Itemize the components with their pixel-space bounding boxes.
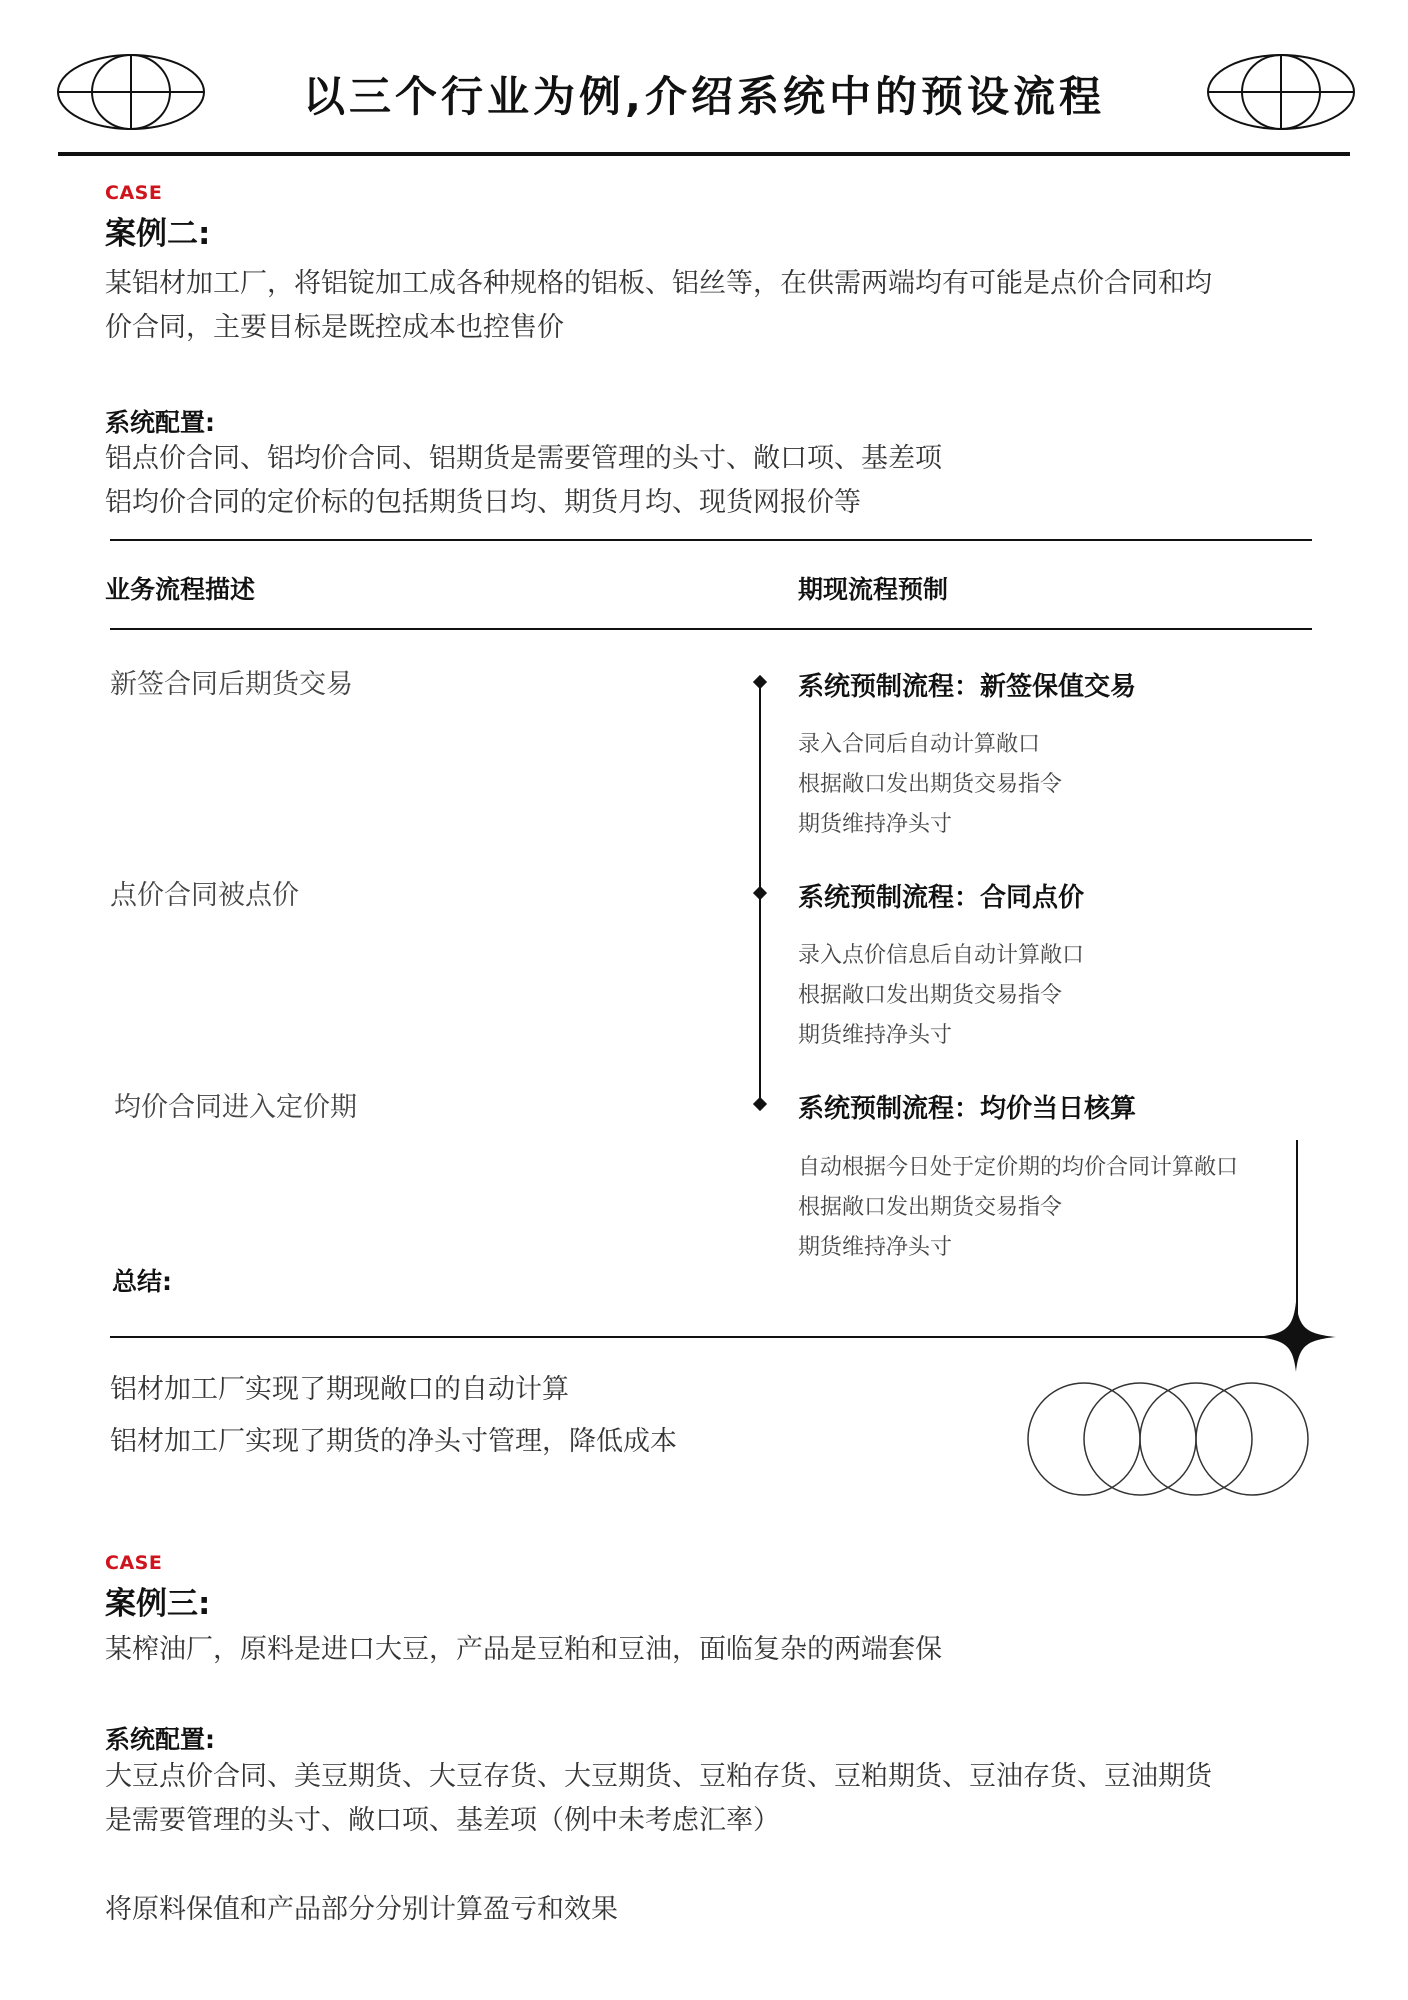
column-header-right: 期现流程预制 (798, 575, 949, 604)
config-heading: 系统配置: (105, 1725, 215, 1754)
step-detail-line: 自动根据今日处于定价期的均价合同计算敞口 (798, 1155, 1239, 1180)
config-line: 大豆点价合同、美豆期货、大豆存货、大豆期货、豆粕存货、豆粕期货、豆油存货、豆油期货 (105, 1761, 1212, 1792)
summary-rule (110, 1336, 1290, 1338)
sparkle-icon (1256, 1302, 1336, 1372)
step-detail (798, 936, 1084, 1056)
case-tag: CASE (105, 182, 163, 204)
table-header-rule (110, 628, 1312, 630)
step-detail-line: 期货维持净头寸 (798, 1235, 953, 1260)
config-text (105, 1755, 1212, 1843)
step-detail (798, 725, 1062, 845)
step-detail-line: 期货维持净头寸 (798, 812, 953, 837)
step-detail-line: 根据敞口发出期货交易指令 (798, 983, 1063, 1008)
closing-text: 将原料保值和产品部分分别计算盈亏和效果 (105, 1894, 618, 1925)
case-title: 案例二: (105, 216, 211, 252)
timeline-line (1296, 1140, 1298, 1320)
step-detail-line: 根据敞口发出期货交易指令 (798, 1195, 1063, 1220)
process-item: 均价合同进入定价期 (114, 1092, 357, 1123)
timeline-node (753, 886, 767, 900)
process-item: 点价合同被点价 (110, 880, 299, 911)
summary-line: 铝材加工厂实现了期现敞口的自动计算 (110, 1374, 569, 1405)
step-detail-line: 期货维持净头寸 (798, 1023, 953, 1048)
description-line: 某铝材加工厂，将铝锭加工成各种规格的铝板、铝丝等，在供需两端均有可能是点价合同和均 (105, 268, 1212, 299)
case-description: 某榨油厂，原料是进口大豆，产品是豆粕和豆油，面临复杂的两端套保 (105, 1634, 942, 1665)
summary-text (110, 1364, 677, 1468)
page-title: 以三个行业为例,介绍系统中的预设流程 (303, 72, 1105, 121)
step-detail-line: 录入合同后自动计算敞口 (798, 732, 1041, 757)
column-header-left: 业务流程描述 (105, 575, 256, 604)
step-detail-line: 录入点价信息后自动计算敞口 (798, 943, 1085, 968)
header-divider (58, 152, 1350, 156)
step-title: 系统预制流程：新签保值交易 (798, 672, 1137, 702)
config-text (105, 437, 942, 525)
step-detail-line: 根据敞口发出期货交易指令 (798, 772, 1063, 797)
globe-icon (1206, 52, 1356, 132)
summary-heading: 总结: (112, 1267, 172, 1296)
overlapping-circles-icon (1026, 1380, 1318, 1498)
case-description (105, 262, 1212, 350)
timeline-node (753, 1097, 767, 1111)
table-top-rule (110, 539, 1312, 541)
summary-line: 铝材加工厂实现了期货的净头寸管理，降低成本 (110, 1426, 677, 1457)
config-line: 铝点价合同、铝均价合同、铝期货是需要管理的头寸、敞口项、基差项 (105, 443, 942, 474)
config-heading: 系统配置: (105, 408, 215, 437)
case-tag: CASE (105, 1552, 163, 1574)
config-line: 铝均价合同的定价标的包括期货日均、期货月均、现货网报价等 (105, 487, 861, 518)
case-title: 案例三: (105, 1586, 211, 1622)
description-line: 价合同，主要目标是既控成本也控售价 (105, 312, 564, 343)
process-item: 新签合同后期货交易 (110, 669, 353, 700)
timeline-node (753, 675, 767, 689)
config-line: 是需要管理的头寸、敞口项、基差项（例中未考虑汇率） (105, 1805, 780, 1836)
step-detail (798, 1148, 1238, 1268)
step-title: 系统预制流程：合同点价 (798, 883, 1085, 913)
step-title: 系统预制流程：均价当日核算 (798, 1094, 1137, 1124)
